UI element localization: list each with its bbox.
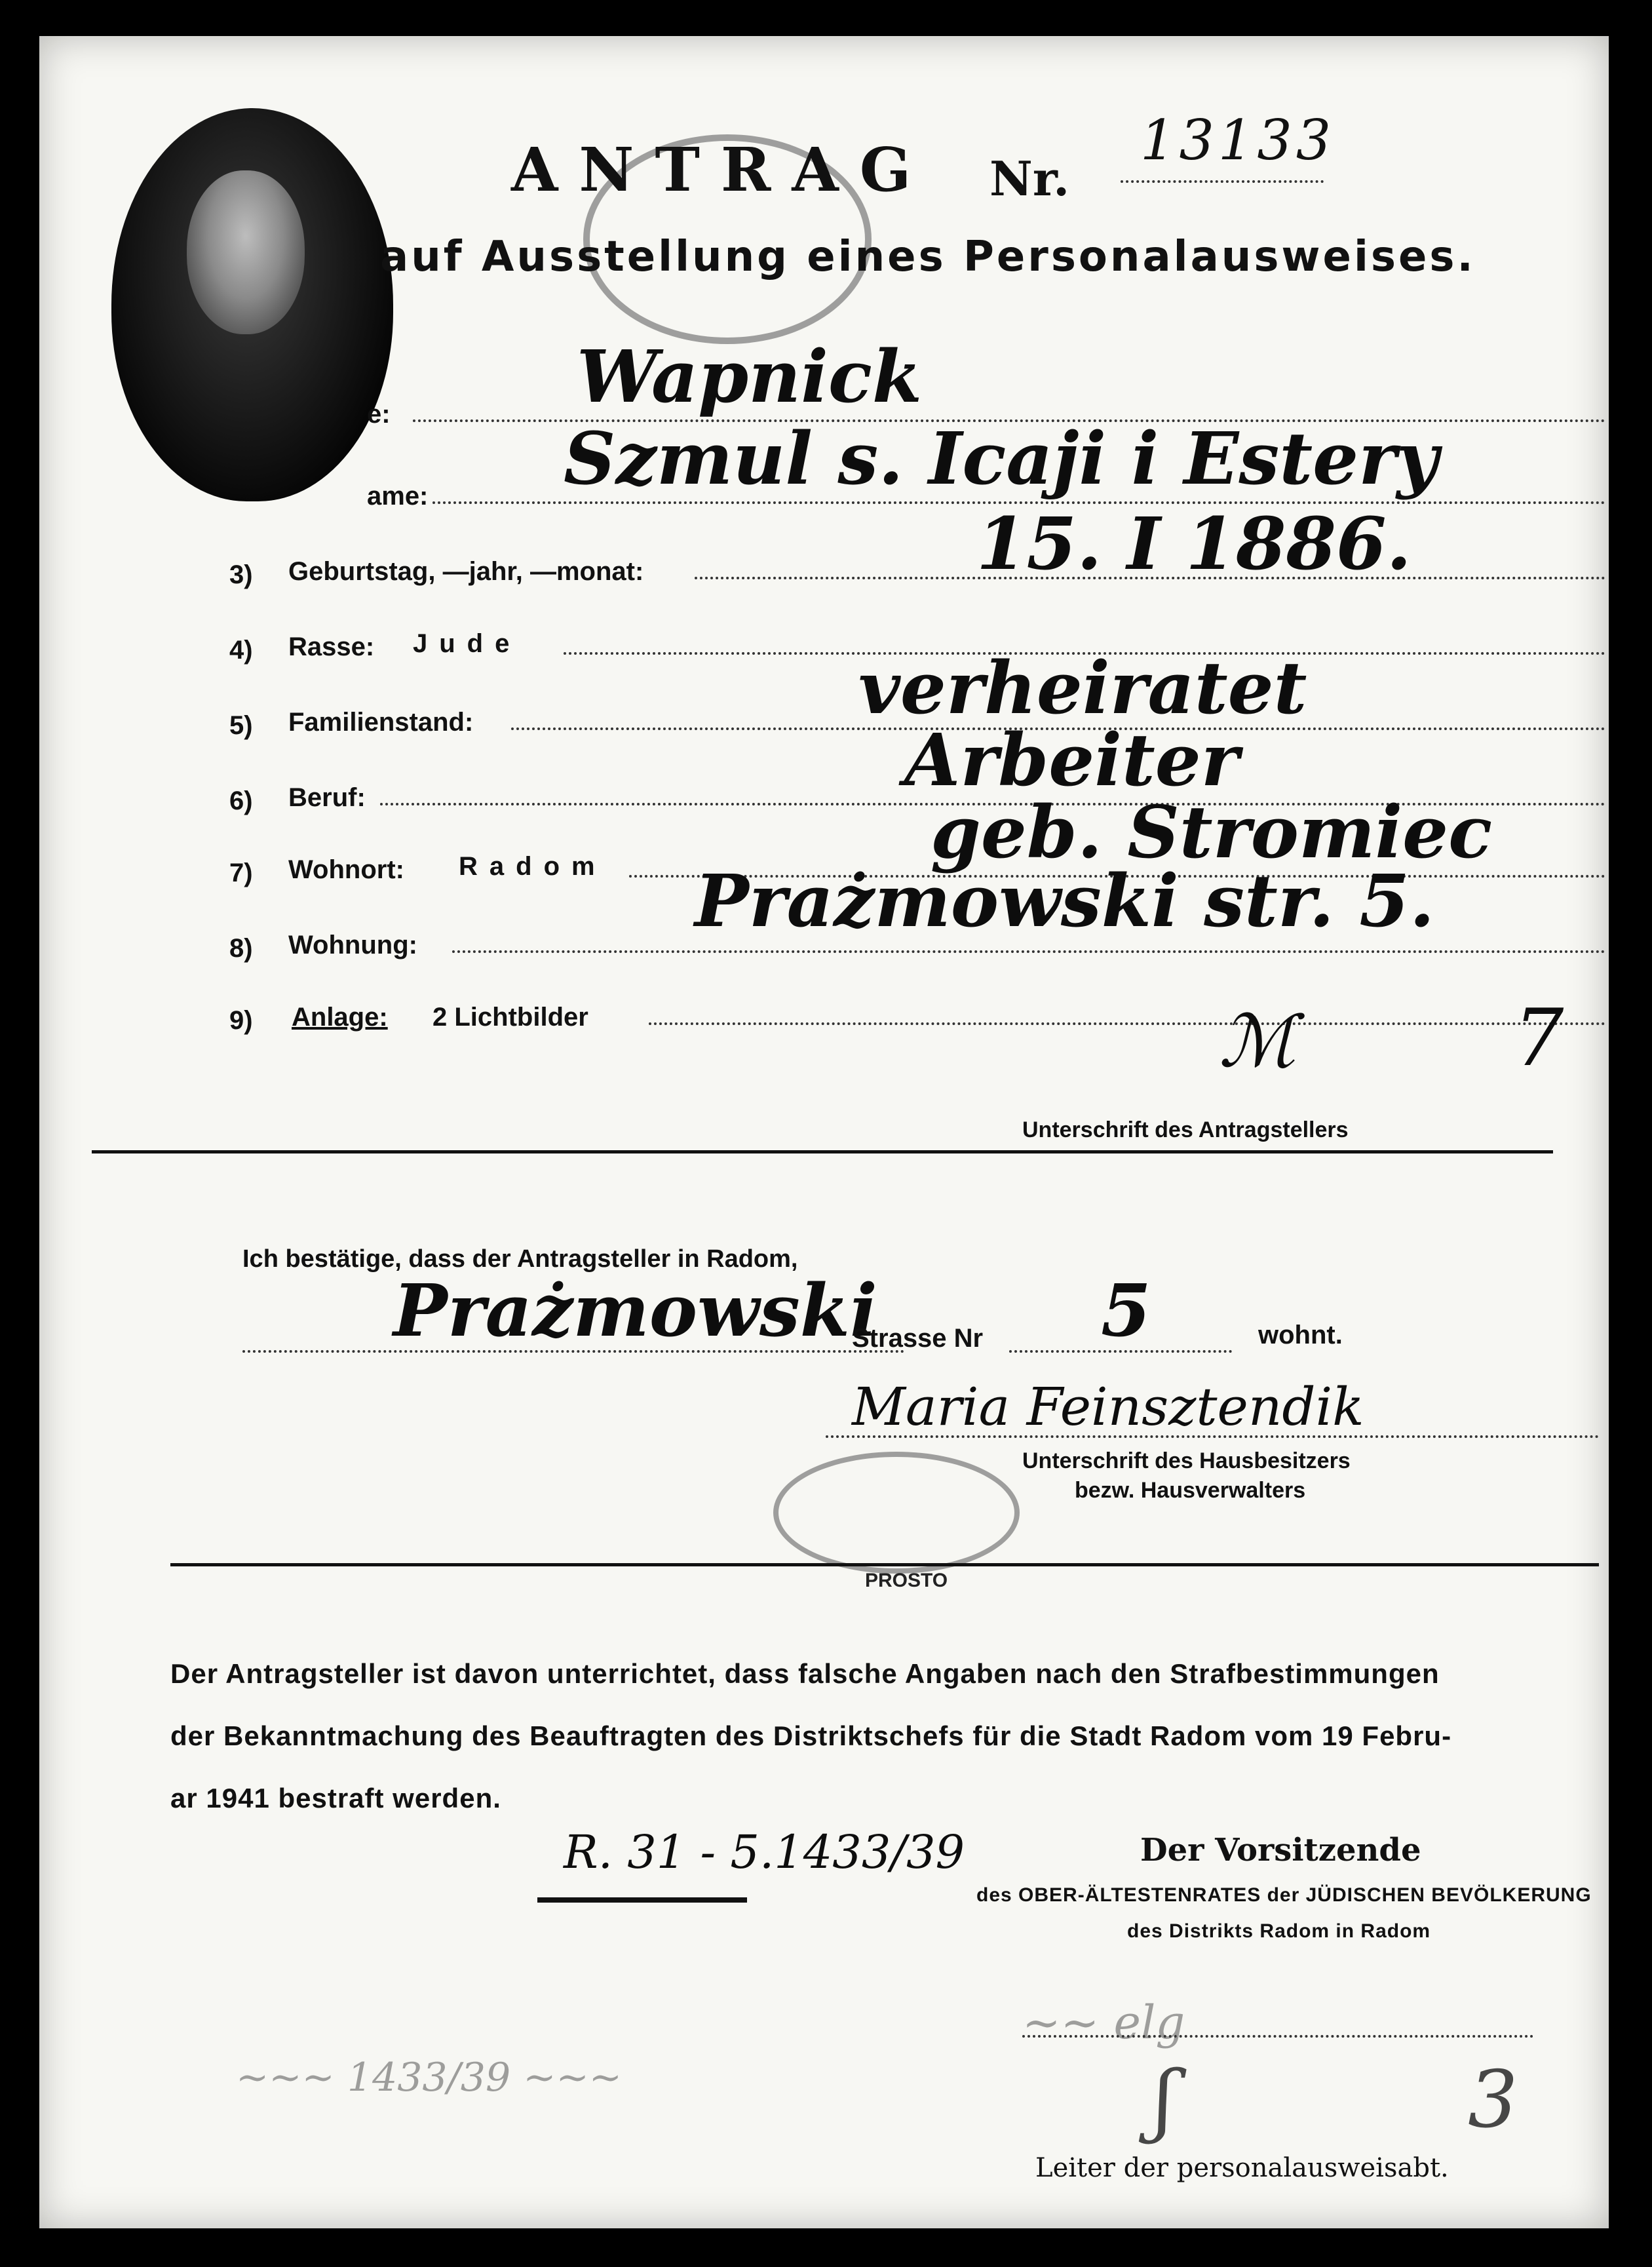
- applicant-signature: ℳ: [1219, 999, 1296, 1083]
- field-9-preset: 2 Lichtbilder: [432, 1003, 588, 1032]
- application-sheet: [39, 36, 1609, 2228]
- reference-number: R. 31 - 5.1433/39: [564, 1825, 965, 1879]
- owner-signature: Maria Feinsztendik: [852, 1376, 1364, 1437]
- field-5-number: 5): [229, 711, 253, 740]
- field-8-line: [452, 950, 1605, 953]
- field-3-label: Geburtstag, —jahr, —monat:: [288, 557, 644, 586]
- form-number-line: [1121, 180, 1324, 183]
- section-divider-2: [170, 1563, 1599, 1566]
- field-2-label: ame:: [367, 482, 429, 511]
- stamp-text: PROSTO: [865, 1570, 948, 1591]
- field-9-line: [649, 1022, 1605, 1025]
- house-number-value: 5: [1101, 1268, 1151, 1353]
- field-9-label: Anlage:: [292, 1003, 388, 1032]
- applicant-signature-mark: 7: [1514, 993, 1564, 1084]
- official-stamp-middle: [773, 1452, 1020, 1574]
- field-8-number: 8): [229, 934, 253, 963]
- field-6-number: 6): [229, 786, 253, 815]
- section-divider-1: [92, 1150, 1553, 1153]
- confirmation-line-1: Ich bestätige, dass der Antragsteller in Radom,: [242, 1245, 798, 1273]
- faded-notation: ~~~ 1433/39 ~~~: [236, 2055, 623, 2101]
- field-7-preset: Radom: [459, 852, 607, 881]
- owner-caption-1: Unterschrift des Hausbesitzers: [1022, 1448, 1351, 1473]
- applicant-signature-caption: Unterschrift des Antragstellers: [1022, 1117, 1349, 1142]
- street-value: Prażmowski: [393, 1268, 877, 1353]
- field-1-value: Wapnick: [577, 334, 923, 419]
- field-7-label: Wohnort:: [288, 855, 404, 884]
- field-8-value: Prażmowski str. 5.: [695, 859, 1435, 943]
- strasse-label: Strasse Nr: [852, 1324, 984, 1353]
- form-subtitle: auf Ausstellung eines Personalausweises.: [380, 233, 1476, 281]
- field-6-label: Beruf:: [288, 783, 366, 812]
- chairman-title: Der Vorsitzende: [1140, 1832, 1421, 1869]
- field-8-label: Wohnung:: [288, 931, 417, 959]
- organization-line-1: des OBER-ÄLTESTENRATES der JÜDISCHEN BEVÖLKERUNG: [976, 1884, 1592, 1906]
- form-title: ANTRAG: [511, 134, 932, 205]
- notice-line-1: Der Antragsteller ist davon unterrichtet, dass falsche Angaben nach den Strafbestimmungen: [170, 1658, 1440, 1689]
- notice-line-2: der Bekanntmachung des Beauftragten des Distriktschefs für die Stadt Radom vom 19 Febru-: [170, 1720, 1452, 1751]
- field-4-number: 4): [229, 636, 253, 665]
- owner-caption-2: bezw. Hausverwalters: [1075, 1478, 1306, 1503]
- chairman-signature: ~~ elg: [1022, 1996, 1185, 2049]
- notice-line-3: ar 1941 bestraft werden.: [170, 1783, 501, 1813]
- field-9-number: 9): [229, 1006, 253, 1035]
- form-number-value: 13133: [1140, 108, 1335, 172]
- field-4-preset: Jude: [413, 629, 522, 658]
- field-6-value: Arbeiter: [904, 718, 1239, 802]
- field-7-number: 7): [229, 859, 253, 887]
- field-4-label: Rasse:: [288, 632, 375, 661]
- field-3-number: 3): [229, 560, 253, 589]
- field-5-value: verheiratet: [858, 646, 1307, 730]
- department-head-caption: Leiter der personalausweisabt.: [1035, 2153, 1449, 2183]
- wohnt-label: wohnt.: [1258, 1321, 1343, 1349]
- field-7-value: geb. Stromiec: [931, 790, 1493, 874]
- form-number-label: Nr.: [989, 151, 1070, 206]
- chairman-signature-line: [1022, 2035, 1533, 2038]
- official-signature-mark: 3: [1468, 2055, 1518, 2146]
- applicant-photo: [111, 108, 393, 501]
- field-2-value: Szmul s. Icaji i Estery: [564, 416, 1438, 501]
- field-5-label: Familienstand:: [288, 708, 474, 737]
- owner-signature-line: [826, 1435, 1599, 1438]
- applicant-face: [187, 170, 305, 334]
- official-signature: ʃ: [1153, 2055, 1175, 2146]
- field-3-value: 15. I 1886.: [976, 501, 1412, 586]
- field-1-label: e:: [367, 400, 391, 429]
- reference-underline: [537, 1897, 747, 1903]
- organization-line-2: des Distrikts Radom in Radom: [1127, 1920, 1431, 1942]
